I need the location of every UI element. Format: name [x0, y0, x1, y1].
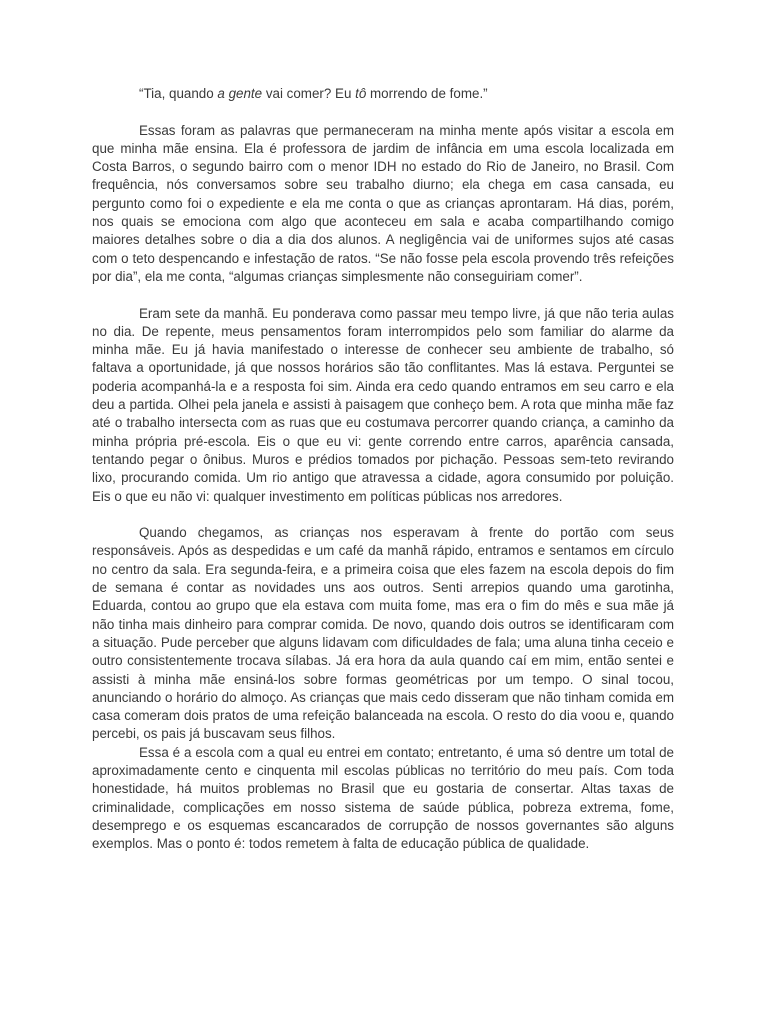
quote-text-2: vai comer? Eu: [262, 86, 356, 101]
paragraph-2: Eram sete da manhã. Eu ponderava como passar meu tempo livre, já que não teria aulas no dia. De repente, meus pensamentos foram interrompidos pelo som familiar do alarme da minha mãe. Eu já havia manifestado o interesse de conhecer seu ambiente de trabalho, só faltava a oportunidade, já que nossos horários são tão conflitantes. Mas lá estava. Perguntei se poderia acompanhá-la e a resposta foi sim. Ainda era cedo quando entramos em seu carro e ela deu a partida. Olhei pela janela e assisti à paisagem que conheço bem. A rota que minha mãe faz até o trabalho intersecta com as ruas que eu costumava percorrer quando criança, a caminho da minha própria pré-escola. Eis o que eu vi: gente correndo entre carros, aparência cansada, tentando pegar o ônibus. Muros e prédios tomados por pichação. Pessoas sem-teto revirando lixo, procurando comida. Um rio antigo que atravessa a cidade, agora consumido por poluição. Eis o que eu não vi: qualquer investimento em políticas públicas nos arredores.: [92, 305, 674, 504]
quote-text-1: “Tia, quando: [139, 86, 218, 101]
paragraph-spacer: [92, 506, 674, 524]
paragraph-spacer: [92, 286, 674, 304]
paragraph-1: Essas foram as palavras que permaneceram na minha mente após visitar a escola em que minha mãe ensina. Ela é professora de jardim de infância em uma escola localizada em Costa Barros, o segundo bairro com o menor IDH no estado do Rio de Janeiro, no Brasil. Com frequência, nós conversamos sobre seu trabalho diurno; ela chega em casa cansada, eu pergunto como foi o expediente e ela me conta o que as crianças aprontaram. Há dias, porém, nos quais se emociona com algo que aconteceu em sala e acaba compartilhando comigo maiores detalhes sobre o dia a dia dos alunos. A negligência vai de uniformes sujos até casas com o teto despencando e infestação de ratos. “Se não fosse pela escola provendo três refeições por dia”, ela me conta, “algumas crianças simplesmente não conseguiriam comer”.: [92, 122, 674, 284]
paragraph-3: Quando chegamos, as crianças nos esperavam à frente do portão com seus responsáveis. Após as despedidas e um café da manhã rápido, entramos e sentamos em círculo no centro da sala. Era segunda-feira, e a primeira coisa que eles fazem na escola depois do fim de semana é contar as novidades uns aos outros. Senti arrepios quando uma garotinha, Eduarda, contou ao grupo que ela estava com muita fome, mas era o fim do mês e sua mãe já não tinha mais dinheiro para comprar comida. De novo, quando dois outros se identificaram com a situação. Pude perceber que alguns lidavam com dificuldades de fala; uma aluna tinha ceceio e outro consistentemente trocava sílabas. Já era hora da aula quando caí em mim, então sentei e assisti à minha mãe ensiná-los sobre formas geométricas por um tempo. O sinal tocou, anunciando o horário do almoço. As crianças que mais cedo disseram que não tinham comida em casa comeram dois pratos de uma refeição balanceada na escola. O resto do dia voou e, quando percebi, os pais já buscavam seus filhos.: [92, 525, 674, 742]
paragraph-4: Essa é a escola com a qual eu entrei em contato; entretanto, é uma só dentre um total de aproximadamente cento e cinquenta mil escolas públicas no território do meu país. Com toda honestidade, há muitos problemas no Brasil que eu gostaria de consertar. Altas taxas de criminalidade, complicações em nosso sistema de saúde pública, pobreza extrema, fome, desemprego e os esquemas escancarados de corrupção de nossos governantes são alguns exemplos. Mas o ponto é: todos remetem à falta de educação pública de qualidade.: [92, 744, 674, 852]
quote-italic-1: a gente: [217, 86, 263, 101]
quote-italic-2: tô: [355, 86, 367, 101]
document-body: [92, 85, 674, 853]
paragraph-spacer: [92, 103, 674, 121]
opening-quote: [92, 85, 674, 103]
quote-text-3: morrendo de fome.”: [366, 86, 488, 101]
